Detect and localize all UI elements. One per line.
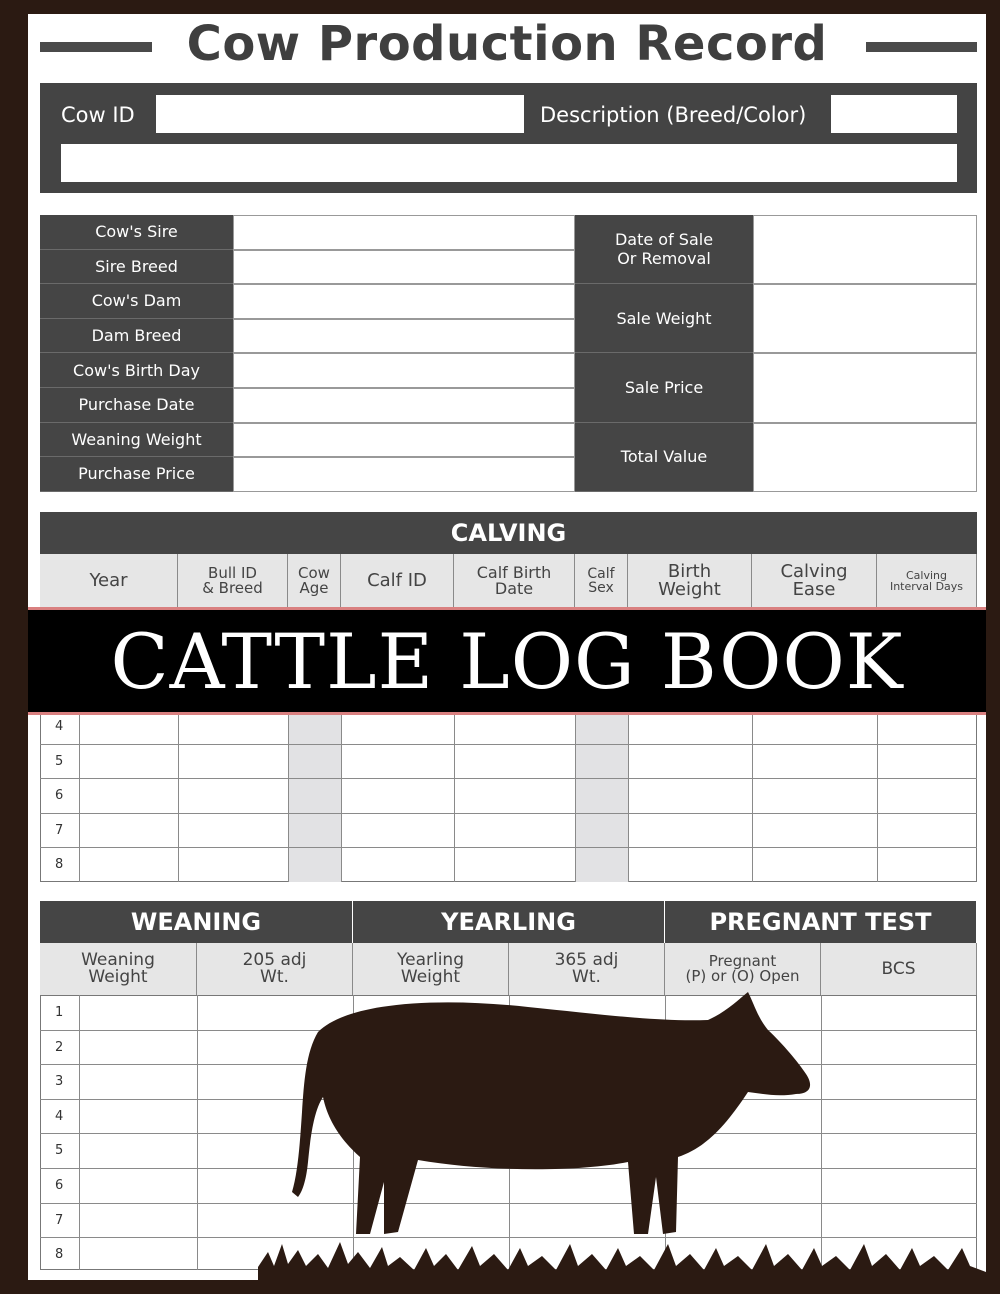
lower-column-header: 205 adj Wt. [197,943,353,995]
grid-line [40,778,977,779]
calving-column-header: Birth Weight [628,554,752,607]
grid-line [79,709,80,882]
calving-column-header: Calf Birth Date [454,554,575,607]
info-input-field[interactable] [233,388,575,423]
calving-header: CALVING [40,512,977,554]
grid-line [341,709,342,882]
description-line-field[interactable] [61,144,957,182]
grid-line [40,847,977,848]
cow-silhouette-icon [258,982,986,1280]
info-right-field[interactable] [753,215,977,284]
calving-row-number: 4 [55,719,64,734]
info-input-field[interactable] [233,284,575,319]
description-label: Description (Breed/Color) [540,103,807,127]
cow-id-label: Cow ID [61,103,135,127]
page-title: Cow Production Record [186,16,828,72]
info-label: Cow's Birth Day [40,353,233,388]
info-right-label: Date of Sale Or Removal [575,215,753,284]
calving-grid-frame [40,709,977,882]
calving-column-header: Bull ID & Breed [178,554,288,607]
grid-line [178,709,179,882]
grid-line [752,709,753,882]
calving-column-header: Calf ID [341,554,454,607]
calving-row-number: 5 [55,753,64,769]
info-input-field[interactable] [233,423,575,458]
grid-line [288,709,289,882]
info-right-field[interactable] [753,353,977,422]
info-input-field[interactable] [233,457,575,492]
info-label: Sire Breed [40,250,233,285]
id-section [40,83,977,193]
calf-sex-shade [576,709,628,882]
cattle-log-book-banner: CATTLE LOG BOOK [28,607,986,715]
info-right-label: Sale Weight [575,284,753,353]
lower-row-number: 6 [55,1178,64,1193]
info-label: Cow's Sire [40,215,233,250]
info-right-field[interactable] [753,423,977,492]
calving-column-header: Year [40,554,178,607]
info-label: Weaning Weight [40,423,233,458]
info-label: Purchase Price [40,457,233,492]
calving-column-header: Calving Interval Days [877,554,977,607]
info-input-field[interactable] [233,215,575,250]
info-label: Cow's Dam [40,284,233,319]
lower-column-header: BCS [821,943,977,995]
info-label: Purchase Date [40,388,233,423]
info-right-field[interactable] [753,284,977,353]
calving-row-number: 6 [55,788,64,804]
grid-line [877,709,878,882]
grid-line [40,813,977,814]
info-input-field[interactable] [233,319,575,354]
lower-row-number: 8 [55,1247,64,1263]
cow-age-shade [289,709,341,882]
grid-line [40,744,977,745]
calving-column-header: Cow Age [288,554,341,607]
grid-line [628,709,629,882]
lower-group-header: YEARLING [353,901,664,943]
lower-row-number: 7 [55,1212,64,1228]
calving-column-header: Calving Ease [752,554,877,607]
lower-row-number: 2 [55,1039,64,1055]
calving-row-number: 7 [55,822,64,838]
lower-column-header: Yearling Weight [353,943,509,995]
lower-row-number: 4 [55,1108,64,1124]
info-label: Dam Breed [40,319,233,354]
lower-column-header: Weaning Weight [40,943,197,995]
info-right-label: Total Value [575,423,753,492]
info-input-field[interactable] [233,250,575,285]
calving-row-number: 8 [55,857,64,873]
lower-group-header: PREGNANT TEST [665,901,976,943]
lower-group-header: WEANING [40,901,352,943]
description-field[interactable] [831,95,957,133]
grid-line [454,709,455,882]
lower-row-number: 3 [55,1074,64,1090]
lower-row-number: 5 [55,1143,64,1159]
grid-line [575,709,576,882]
lower-column-header: 365 adj Wt. [509,943,665,995]
lower-column-header: Pregnant (P) or (O) Open [665,943,821,995]
info-input-field[interactable] [233,353,575,388]
info-right-label: Sale Price [575,353,753,422]
lower-row-number: 1 [55,1005,64,1020]
record-page [28,14,986,1280]
calving-column-header: Calf Sex [575,554,628,607]
cow-id-field[interactable] [156,95,524,133]
